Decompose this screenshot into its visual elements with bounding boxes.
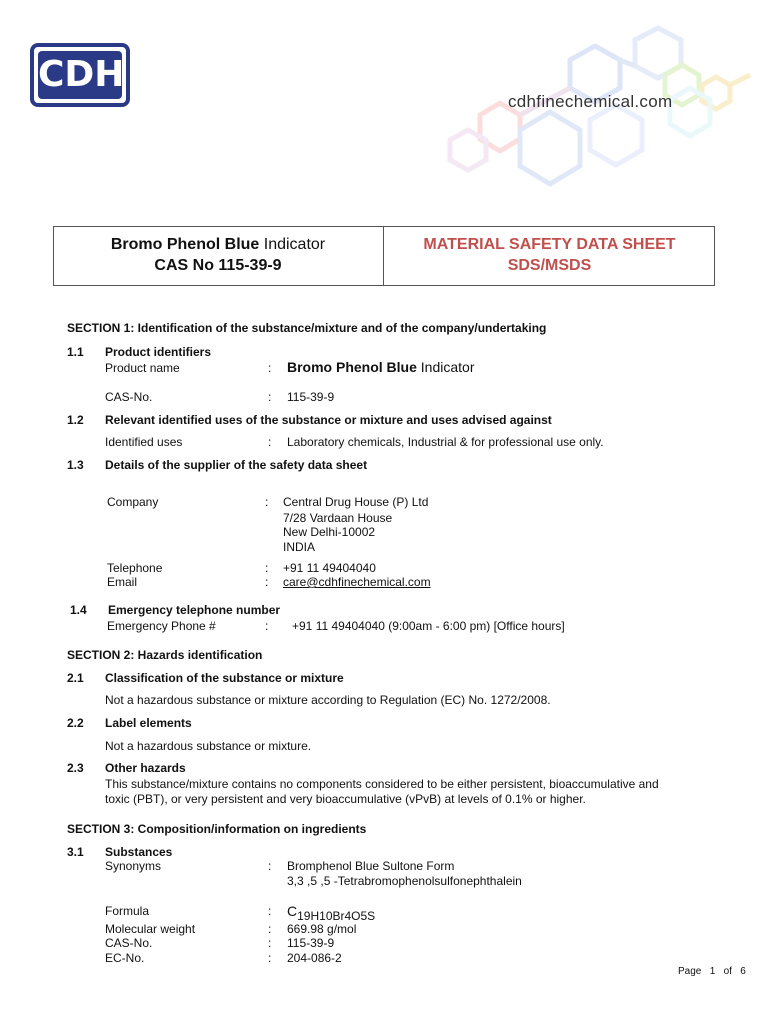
telephone-value: +91 11 49404040 bbox=[283, 561, 376, 575]
page-footer bbox=[678, 966, 746, 977]
section3-title: SECTION 3: Composition/information on ingredients bbox=[67, 822, 367, 836]
s23-title: Other hazards bbox=[105, 761, 186, 775]
header-subtitle: SDS/MSDS bbox=[507, 257, 592, 274]
company-line-3: New Delhi-10002 bbox=[283, 525, 376, 539]
s13-num: 1.3 bbox=[67, 458, 84, 472]
emergency-hours: (9:00am - 6:00 pm) [Office hours] bbox=[384, 619, 565, 633]
s22-title: Label elements bbox=[105, 716, 192, 730]
emergency-value bbox=[292, 619, 565, 633]
section1-title: SECTION 1: Identification of the substance/mixture and of the company/undertaking bbox=[67, 321, 547, 335]
colon: : bbox=[268, 435, 272, 449]
formula-sub: 19H10Br4O5S bbox=[297, 909, 376, 923]
email-link[interactable]: care@cdhfinechemical.com bbox=[283, 575, 431, 589]
mw-value: 669.98 g/mol bbox=[287, 922, 357, 936]
synonyms-line-1: Bromphenol Blue Sultone Form bbox=[287, 859, 455, 873]
synonyms-line-2: 3,3 ,5 ,5 -Tetrabromophenolsulfonephthalein bbox=[287, 874, 522, 888]
colon: : bbox=[265, 575, 269, 589]
colon: : bbox=[265, 561, 269, 575]
formula-label: Formula bbox=[105, 904, 150, 918]
cdh-logo bbox=[30, 43, 130, 107]
s23-num: 2.3 bbox=[67, 761, 84, 775]
page-total: 6 bbox=[740, 966, 746, 977]
company-line-1: Central Drug House (P) Ltd bbox=[283, 495, 429, 509]
product-name-bold: Bromo Phenol Blue bbox=[287, 359, 417, 375]
product-name-rest: Indicator bbox=[416, 359, 475, 375]
logo-text: CDH bbox=[38, 51, 122, 99]
page-num: 1 bbox=[709, 966, 716, 977]
company-label: Company bbox=[107, 495, 159, 509]
s12-title: Relevant identified uses of the substance or mixture and uses advised against bbox=[105, 413, 552, 427]
colon: : bbox=[265, 495, 269, 509]
header-cas: CAS No 115-39-9 bbox=[154, 257, 282, 274]
header-box bbox=[53, 226, 715, 286]
telephone-label: Telephone bbox=[107, 561, 163, 575]
company-line-2: 7/28 Vardaan House bbox=[283, 511, 393, 525]
s22-text: Not a hazardous substance or mixture. bbox=[105, 739, 312, 753]
colon: : bbox=[268, 361, 272, 375]
s23-line-1: This substance/mixture contains no components considered to be either persistent, bioaccumulative and bbox=[105, 777, 659, 791]
s22-num: 2.2 bbox=[67, 716, 84, 730]
s21-title: Classification of the substance or mixture bbox=[105, 671, 344, 685]
s31-title: Substances bbox=[105, 845, 173, 859]
s14-num: 1.4 bbox=[70, 603, 87, 617]
header-title: MATERIAL SAFETY DATA SHEET bbox=[423, 236, 676, 253]
s21-num: 2.1 bbox=[67, 671, 84, 685]
page-word: Page bbox=[678, 966, 702, 977]
colon: : bbox=[268, 390, 272, 404]
colon: : bbox=[268, 951, 272, 965]
website-text: cdhfinechemical.com bbox=[508, 92, 673, 111]
colon: : bbox=[268, 859, 272, 873]
product-name-label: Product name bbox=[105, 361, 180, 375]
s14-title: Emergency telephone number bbox=[108, 603, 281, 617]
mw-label: Molecular weight bbox=[105, 922, 196, 936]
product-name-value bbox=[287, 359, 475, 375]
uses-label: Identified uses bbox=[105, 435, 183, 449]
s12-num: 1.2 bbox=[67, 413, 84, 427]
company-line-4: INDIA bbox=[283, 540, 316, 554]
colon: : bbox=[268, 904, 272, 918]
s31-num: 3.1 bbox=[67, 845, 84, 859]
ec-value: 204-086-2 bbox=[287, 951, 342, 965]
colon: : bbox=[268, 936, 272, 950]
s13-title: Details of the supplier of the safety data sheet bbox=[105, 458, 368, 472]
of-word: of bbox=[723, 966, 732, 977]
formula-prefix: C bbox=[287, 903, 298, 919]
s21-text: Not a hazardous substance or mixture according to Regulation (EC) No. 1272/2008. bbox=[105, 693, 551, 707]
cas-label: CAS-No. bbox=[105, 390, 153, 404]
formula-value bbox=[287, 903, 376, 923]
header-divider bbox=[383, 226, 384, 286]
email-label: Email bbox=[107, 575, 138, 589]
header-product-rest: Indicator bbox=[259, 236, 326, 253]
cas-value: 115-39-9 bbox=[287, 390, 335, 404]
header-product-name bbox=[53, 236, 383, 254]
section2-title: SECTION 2: Hazards identification bbox=[67, 648, 263, 662]
cas3-value: 115-39-9 bbox=[287, 936, 335, 950]
header-product-bold: Bromo Phenol Blue bbox=[110, 236, 260, 253]
colon: : bbox=[268, 922, 272, 936]
cas3-label: CAS-No. bbox=[105, 936, 153, 950]
ec-label: EC-No. bbox=[105, 951, 145, 965]
emergency-label: Emergency Phone # bbox=[107, 619, 216, 633]
molecule-decoration bbox=[420, 20, 768, 220]
synonyms-label: Synonyms bbox=[105, 859, 162, 873]
uses-value: Laboratory chemicals, Industrial & for professional use only. bbox=[287, 435, 604, 449]
emergency-phone: +91 11 49404040 bbox=[292, 619, 385, 633]
s23-line-2: toxic (PBT), or very persistent and very bioaccumulative (vPvB) at levels of 0.1% or higher. bbox=[105, 792, 586, 806]
s11-num: 1.1 bbox=[67, 345, 84, 359]
s11-title: Product identifiers bbox=[105, 345, 212, 359]
colon: : bbox=[265, 619, 269, 633]
